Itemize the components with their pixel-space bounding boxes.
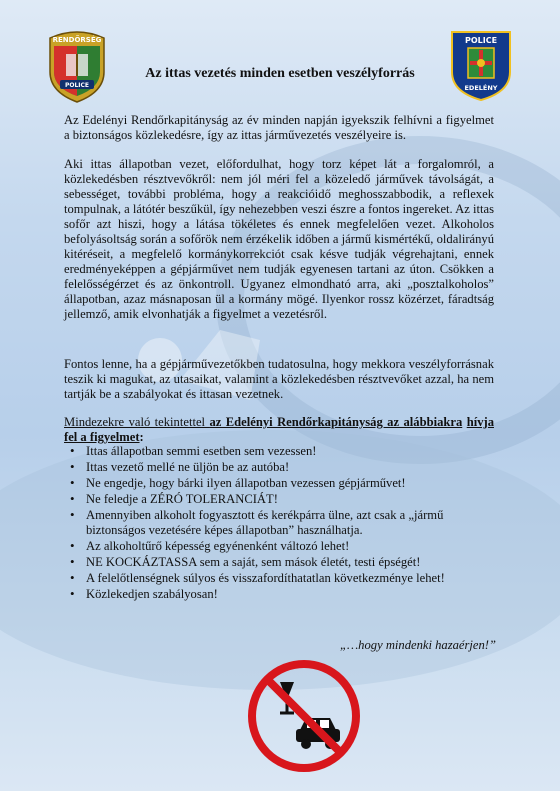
logo-left-bottom-text: POLICE [64,82,90,89]
list-item: • NE KOCKÁZTASSA sem a saját, sem mások életét, testi épségét! [64,555,504,569]
no-drink-drive-sign-icon [246,658,362,774]
paragraph-effects: Aki ittas állapotban vezet, előfordulhat, hogy torz képet lát a forgalomról, a közlekedésben résztvevőkről: nem jól méri fel a közeledő járművek távolságát, a sebességet, további probléma, hogy a reakcióidő meghosszabbodik, a reflexek tompulnak, a látótér beszűkül, így nehezebben veszi észre a fontos ingereket. Az ittas sofőr azt hiszi, hogy a látása tökéletes és ennek megfelelően vezet. Alkoholos befolyásoltság során a sofőrök nem érzékelik időben a jármű kismértékű, oldalirányú kitéréseit, a megfelelő kormánykorrekciót csak késve tudják végrehajtani, ennek eredményeképpen a gépjárművet nem tudják egyenesen tartani az úton. Csökken a felelősségérzet és az önkontroll. Ugyanez elmondható arra, aki „posztalkoholos” állapotban, azaz másnaposan ül a kormány mögé. Ilyenkor rossz közérzet, fáradtság jellemző, amik elvonhatják a figyelmet a vezetésről. [64,157,494,321]
advice-list [64,444,504,603]
list-item: • Ittas állapotban semmi esetben sem vezessen! [64,444,504,458]
call-to-attention [64,415,494,445]
logo-right-bottom-text: EDELÉNY [464,84,498,92]
list-item: • Közlekedjen szabályosan! [64,587,504,601]
call-bold-part1: az Edelényi Rendőrkapitányság az alábbiakra [209,415,463,429]
closing-quote: „…hogy mindenki hazaérjen!” [339,638,496,652]
edeleny-police-badge [448,26,514,102]
list-item: • Amennyiben alkoholt fogyasztott és kerékpárra ülne, azt csak a „jármű biztonságos vezetésére képes állapotban” használhatja. [64,508,504,537]
call-bold-part2: hívja fel a figyelmet [64,415,494,444]
list-item: • Ne feledje a ZÉRÓ TOLERANCIÁT! [64,492,504,506]
list-item: • Az alkoholtűrő képesség egyénenként változó lehet! [64,539,504,553]
document-title: Az ittas vezetés minden esetben veszélyforrás [145,66,415,81]
paragraph-intro: Az Edelényi Rendőrkapitányság az év minden napján igyekszik felhívni a figyelmet a biztonságos közlekedésre, így az ittas járművezetés veszélyeire is. [64,113,494,142]
list-item: • Ittas vezető mellé ne üljön be az autóba! [64,460,504,474]
list-item: • Ne engedje, hogy bárki ilyen állapotban vezessen gépjárművet! [64,476,504,490]
logo-right-top-text: POLICE [464,36,498,45]
call-prefix: Mindezekre való tekintettel [64,415,210,429]
logo-left-top-text: RENDŐRSÉG [52,36,102,44]
list-item: • A felelőtlenségnek súlyos és visszafordíthatatlan következménye lehet! [64,571,504,585]
paragraph-awareness: Fontos lenne, ha a gépjárművezetőkben tudatosulna, hogy mekkora veszélyforrásnak teszik ki magukat, az utasaikat, valamint a közlekedésben résztvevőket azzal, ha nem tartják be a szabályokat és ittasan vezetnek. [64,357,494,401]
call-suffix: : [139,430,144,444]
